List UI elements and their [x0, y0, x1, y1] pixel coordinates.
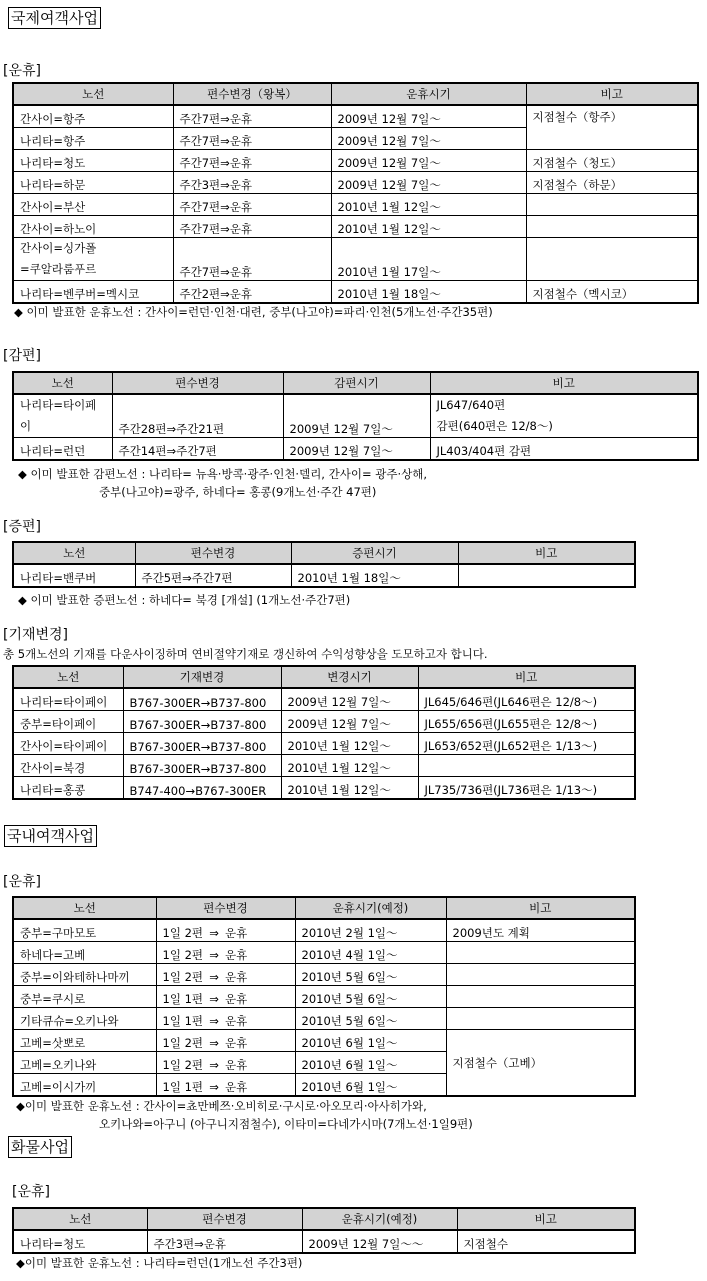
intl-suspend-label: [운휴] [3, 63, 41, 79]
change-cell: 주간14편⇒주간7편 [112, 438, 283, 461]
route-cell: 고베=오키나와 [13, 1052, 156, 1074]
note-cell [430, 394, 698, 438]
domestic-suspend-footnote-1: ◆이미 발표한 운휴노선 : 간사이=쵸만베쯔·오비히로·구시로·아오모리·아사히가와, [16, 1099, 427, 1113]
route-cell: 간사이=항주 [13, 105, 173, 128]
change-cell [156, 986, 295, 1008]
change-cell: 주간5편⇒주간7편 [135, 564, 291, 587]
route-cell: 나리타=타이페이 [13, 688, 123, 711]
col-header-route: 노선 [13, 372, 112, 394]
date-cell: 2010년 6월 1일～ [295, 1074, 446, 1097]
col-header-note: 비고 [458, 542, 635, 564]
note-cell: 지점철수（고베） [446, 1030, 635, 1097]
note-cell: 지점철수 [457, 1230, 635, 1253]
route-cell: 중부=구마모토 [13, 919, 156, 942]
arrow-icon: ⇒ [209, 970, 219, 984]
col-header-route: 노선 [13, 83, 173, 105]
intl-aircraft-label: [기재변경] [3, 627, 69, 643]
note-cell [526, 194, 698, 216]
route-cell: 고베=이시가끼 [13, 1074, 156, 1097]
intl-suspend-footnote: ◆ 이미 발표한 운휴노선 : 간사이=런던·인천·대련, 중부(나고야)=파리·인천(5개노선·주간35편) [14, 305, 493, 319]
route-cell: 고베=삿뽀로 [13, 1030, 156, 1052]
table-row [13, 1030, 635, 1052]
note-cell [446, 986, 635, 1008]
col-header-note: 비고 [430, 372, 698, 394]
date-cell: 2009년 12월 7일～ [331, 172, 526, 194]
note-cell: JL653/652편(JL652편은 1/13～) [418, 733, 635, 755]
note-cell [526, 216, 698, 238]
change-cell: 주간7편⇒운휴 [173, 128, 331, 150]
table-row [13, 919, 635, 942]
intl-increase-table [12, 541, 636, 588]
route-cell [13, 394, 112, 438]
change-from: 1일 2편 [162, 1036, 204, 1050]
route-line: 이 [20, 419, 32, 433]
arrow-icon: ⇒ [209, 1036, 219, 1050]
arrow-icon: ⇒ [209, 926, 219, 940]
route-cell: 나리타=홍콩 [13, 777, 123, 800]
change-from: 1일 2편 [162, 948, 204, 962]
date-cell: 2009년 12월 7일～ [331, 105, 526, 128]
col-header-route: 노선 [13, 666, 123, 688]
route-line: 간사이=싱가폴 [20, 241, 97, 255]
change-cell: 주간3편⇒운휴 [173, 172, 331, 194]
date-cell: 2010년 1월 17일～ [331, 238, 526, 281]
change-from: 1일 2편 [162, 926, 204, 940]
change-cell: 주간3편⇒운휴 [147, 1230, 302, 1253]
cargo-suspend-label: [운휴] [12, 1184, 50, 1200]
col-header-change: 편수변경（왕복） [173, 83, 331, 105]
note-cell: 지점철수（항주） [526, 105, 698, 150]
date-cell: 2009년 12월 7일～ [281, 711, 418, 733]
route-cell: 간사이=부산 [13, 194, 173, 216]
route-cell: 간사이=북경 [13, 755, 123, 777]
table-row [13, 1008, 635, 1030]
table-row [13, 688, 635, 711]
date-cell: 2010년 5월 6일～ [295, 964, 446, 986]
date-cell: 2010년 6월 1일～ [295, 1052, 446, 1074]
table-row [13, 986, 635, 1008]
route-cell: 중부=이와테하나마끼 [13, 964, 156, 986]
intl-aircraft-desc: 총 5개노선의 기재를 다운사이징하며 연비절약기재로 갱신하여 수익성향상을 도모하고자 합니다. [3, 647, 488, 661]
change-cell: B747-400→B767-300ER [123, 777, 281, 800]
section-title-intl: 국제여객사업 [8, 7, 101, 29]
note-cell [446, 942, 635, 964]
intl-suspend-table [12, 82, 699, 304]
date-cell: 2010년 1월 18일～ [331, 281, 526, 304]
domestic-suspend-label: [운휴] [3, 874, 41, 890]
change-to: 운휴 [225, 1080, 248, 1094]
change-from: 1일 1편 [162, 992, 204, 1006]
intl-increase-footnote: ◆ 이미 발표한 증편노선 : 하네다= 북경 [개설] (1개노선·주간7편) [18, 593, 351, 607]
intl-increase-label: [증편] [3, 519, 41, 535]
change-to: 운휴 [225, 948, 248, 962]
date-cell: 2010년 5월 6일～ [295, 1008, 446, 1030]
date-cell: 2009년 12월 7일～ [331, 150, 526, 172]
date-cell: 2009년 12월 7일～ [331, 128, 526, 150]
arrow-icon: ⇒ [209, 1014, 219, 1028]
note-cell: 지점철수（청도） [526, 150, 698, 172]
table-row [13, 755, 635, 777]
route-cell: 나리타=하문 [13, 172, 173, 194]
change-cell: 주간7편⇒운휴 [173, 216, 331, 238]
arrow-icon: ⇒ [209, 1058, 219, 1072]
change-cell: 주간2편⇒운휴 [173, 281, 331, 304]
col-header-change: 편수변경 [112, 372, 283, 394]
change-to: 운휴 [225, 1014, 248, 1028]
route-cell: 나리타=벤쿠버=멕시코 [13, 281, 173, 304]
route-cell: 간사이=타이페이 [13, 733, 123, 755]
change-to: 운휴 [225, 970, 248, 984]
route-cell: 하네다=고베 [13, 942, 156, 964]
note-line: 감편(640편은 12/8～) [436, 419, 553, 433]
change-cell [156, 942, 295, 964]
table-row [13, 733, 635, 755]
col-header-route: 노선 [13, 542, 135, 564]
route-cell [13, 238, 173, 281]
change-cell: B767-300ER→B737-800 [123, 688, 281, 711]
table-row [13, 216, 698, 238]
change-cell [156, 1008, 295, 1030]
col-header-change: 편수변경 [135, 542, 291, 564]
change-from: 1일 2편 [162, 970, 204, 984]
date-cell: 2010년 5월 6일～ [295, 986, 446, 1008]
date-cell: 2010년 2월 1일～ [295, 919, 446, 942]
change-cell [156, 1074, 295, 1097]
change-cell: 주간28편⇒주간21편 [112, 394, 283, 438]
arrow-icon: ⇒ [209, 992, 219, 1006]
route-cell: 나리타=런던 [13, 438, 112, 461]
section-title-cargo: 화물사업 [8, 1136, 72, 1158]
col-header-note: 비고 [457, 1208, 635, 1230]
route-cell: 중부=타이페이 [13, 711, 123, 733]
col-header-route: 노선 [13, 1208, 147, 1230]
note-cell: 2009년도 계획 [446, 919, 635, 942]
table-row [13, 1230, 635, 1253]
note-cell [458, 564, 635, 587]
col-header-date: 감편시기 [283, 372, 430, 394]
note-cell [446, 1008, 635, 1030]
change-to: 운휴 [225, 992, 248, 1006]
change-cell: 주간7편⇒운휴 [173, 238, 331, 281]
change-cell: 주간7편⇒운휴 [173, 150, 331, 172]
note-cell: JL735/736편(JL736편은 1/13～) [418, 777, 635, 800]
change-to: 운휴 [225, 926, 248, 940]
table-row [13, 711, 635, 733]
change-cell [156, 919, 295, 942]
intl-reduce-footnote-2: 중부(나고야)=광주, 하네다= 홍콩(9개노선·주간 47편) [99, 485, 377, 499]
route-cell: 중부=쿠시로 [13, 986, 156, 1008]
col-header-date: 운휴시기(예정) [302, 1208, 457, 1230]
intl-reduce-table [12, 371, 699, 461]
date-cell: 2009년 12월 7일～～ [302, 1230, 457, 1253]
route-cell: 나리타=청도 [13, 150, 173, 172]
change-cell [156, 1030, 295, 1052]
note-cell: JL645/646편(JL646편은 12/8～) [418, 688, 635, 711]
date-cell: 2010년 6월 1일～ [295, 1030, 446, 1052]
table-row [13, 438, 698, 461]
table-row [13, 150, 698, 172]
table-row [13, 964, 635, 986]
change-from: 1일 2편 [162, 1058, 204, 1072]
intl-reduce-footnote-1: ◆ 이미 발표한 감편노선 : 나리타= 뉴욕·방콕·광주·인천·델리, 간사이= 광주·상해, [18, 467, 427, 481]
date-cell: 2010년 1월 18일～ [291, 564, 458, 587]
change-cell: B767-300ER→B737-800 [123, 755, 281, 777]
change-to: 운휴 [225, 1036, 248, 1050]
col-header-change: 편수변경 [156, 897, 295, 919]
date-cell: 2009년 12월 7일～ [281, 688, 418, 711]
route-line: =쿠알라룸푸르 [20, 262, 97, 276]
route-cell: 나리타=밴쿠버 [13, 564, 135, 587]
change-cell: B767-300ER→B737-800 [123, 733, 281, 755]
col-header-note: 비고 [446, 897, 635, 919]
date-cell: 2010년 1월 12일～ [331, 216, 526, 238]
route-cell: 나리타=청도 [13, 1230, 147, 1253]
table-row [13, 238, 698, 281]
route-cell: 기타큐슈=오키나와 [13, 1008, 156, 1030]
cargo-suspend-table [12, 1207, 636, 1254]
table-row [13, 194, 698, 216]
table-row [13, 281, 698, 304]
arrow-icon: ⇒ [209, 1080, 219, 1094]
change-cell [156, 1052, 295, 1074]
section-title-domestic: 국내여객사업 [4, 825, 97, 847]
domestic-suspend-table [12, 896, 636, 1097]
date-cell: 2010년 1월 12일～ [281, 755, 418, 777]
col-header-date: 운휴시기 [331, 83, 526, 105]
note-cell: JL655/656편(JL655편은 12/8～) [418, 711, 635, 733]
change-from: 1일 1편 [162, 1014, 204, 1028]
col-header-change: 기재변경 [123, 666, 281, 688]
col-header-route: 노선 [13, 897, 156, 919]
date-cell: 2009년 12월 7일～ [283, 394, 430, 438]
col-header-note: 비고 [418, 666, 635, 688]
route-line: 나리타=타이페 [20, 398, 97, 412]
date-cell: 2010년 4월 1일～ [295, 942, 446, 964]
table-row [13, 564, 635, 587]
col-header-date: 운휴시기(예정) [295, 897, 446, 919]
table-row [13, 942, 635, 964]
note-cell: 지점철수（멕시코） [526, 281, 698, 304]
route-cell: 나리타=항주 [13, 128, 173, 150]
note-cell: 지점철수（하문） [526, 172, 698, 194]
date-cell: 2010년 1월 12일～ [331, 194, 526, 216]
domestic-suspend-footnote-2: 오키나와=아구니 (아구니지점철수), 이타미=다네가시마(7개노선·1일9편) [99, 1117, 473, 1131]
col-header-date: 변경시기 [281, 666, 418, 688]
note-cell [526, 238, 698, 281]
change-cell [156, 964, 295, 986]
route-cell: 간사이=하노이 [13, 216, 173, 238]
change-from: 1일 1편 [162, 1080, 204, 1094]
note-cell [446, 964, 635, 986]
arrow-icon: ⇒ [209, 948, 219, 962]
date-cell: 2009년 12월 7일～ [283, 438, 430, 461]
change-cell: 주간7편⇒운휴 [173, 105, 331, 128]
col-header-date: 증편시기 [291, 542, 458, 564]
change-cell: B767-300ER→B737-800 [123, 711, 281, 733]
intl-reduce-label: [감편] [3, 348, 41, 364]
note-cell: JL403/404편 감편 [430, 438, 698, 461]
table-row [13, 105, 698, 128]
intl-aircraft-table [12, 665, 636, 800]
cargo-suspend-footnote: ◆이미 발표한 운휴노선 : 나리타=런던(1개노선 주간3편) [16, 1256, 303, 1270]
table-row [13, 777, 635, 800]
table-row [13, 172, 698, 194]
col-header-change: 편수변경 [147, 1208, 302, 1230]
change-cell: 주간7편⇒운휴 [173, 194, 331, 216]
change-to: 운휴 [225, 1058, 248, 1072]
col-header-note: 비고 [526, 83, 698, 105]
note-line: JL647/640편 [436, 398, 506, 412]
date-cell: 2010년 1월 12일～ [281, 777, 418, 800]
date-cell: 2010년 1월 12일～ [281, 733, 418, 755]
note-cell [418, 755, 635, 777]
table-row [13, 394, 698, 438]
